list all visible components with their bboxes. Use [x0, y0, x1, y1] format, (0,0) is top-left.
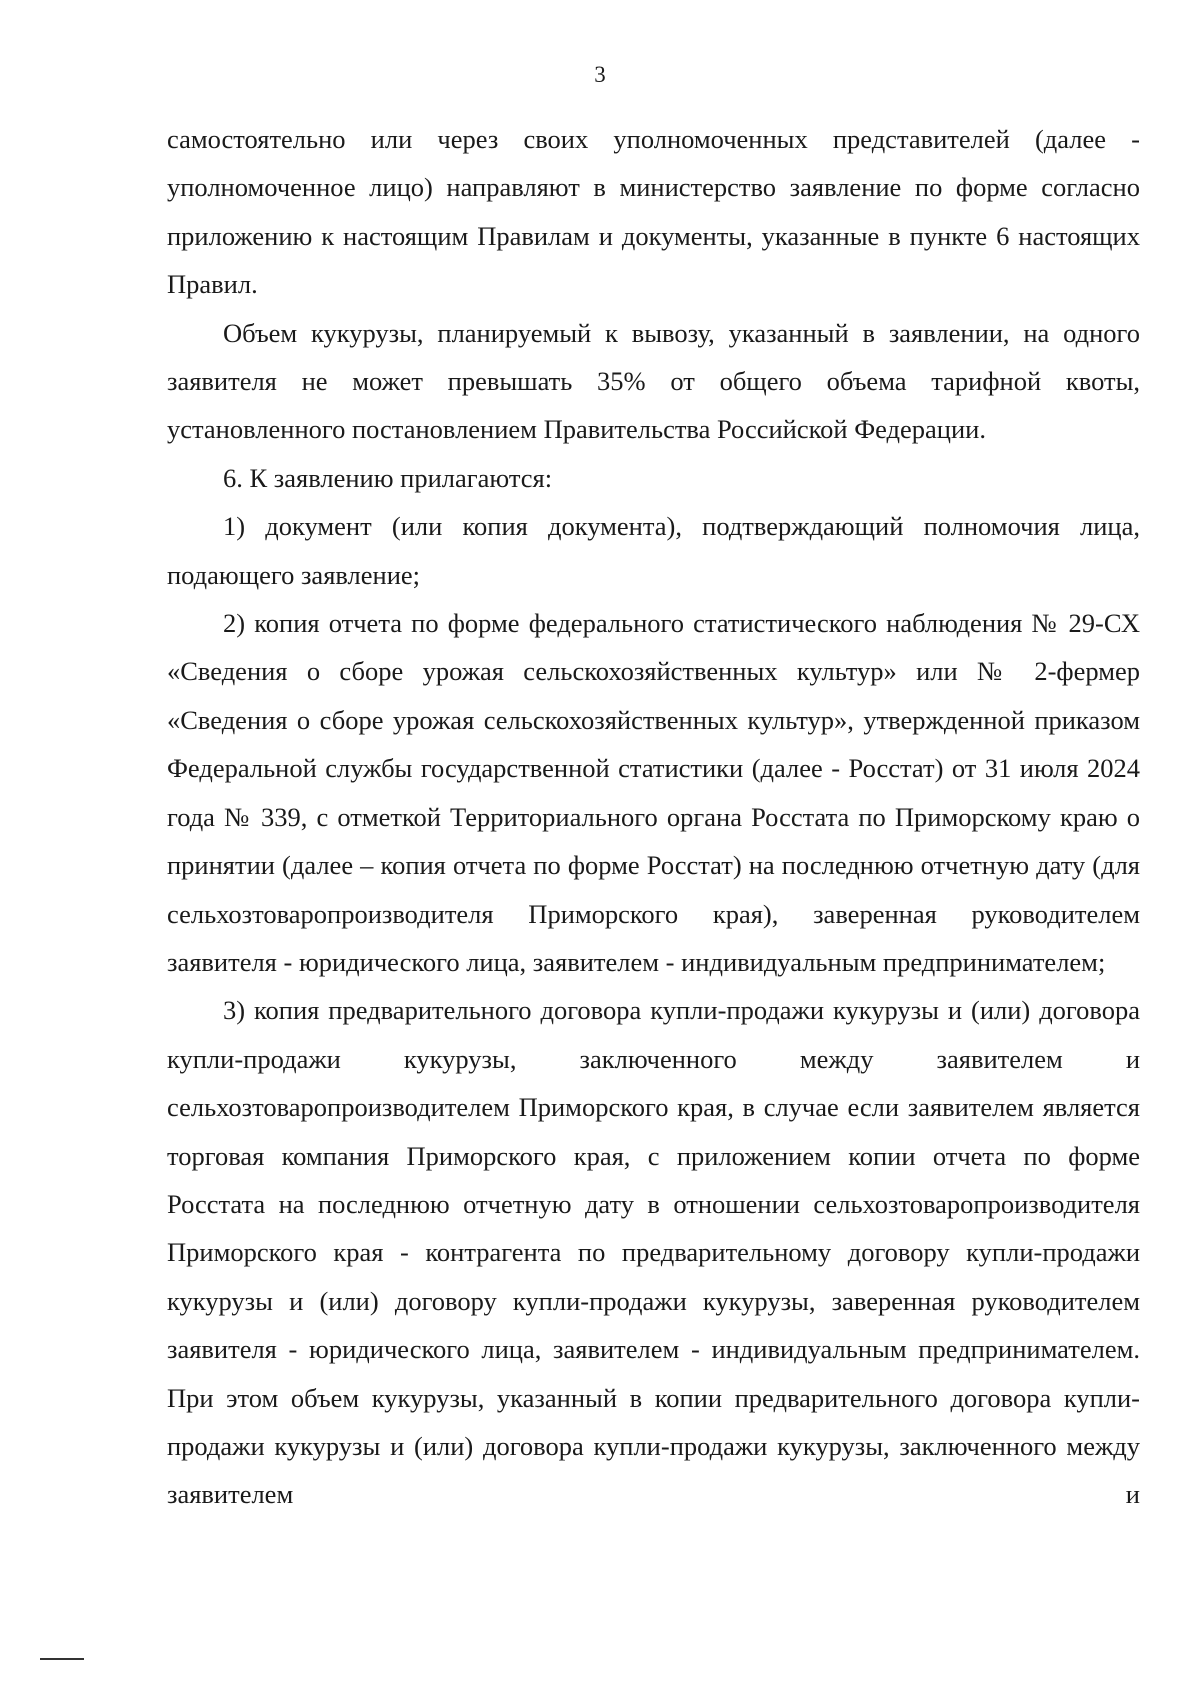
- paragraph-continuation: самостоятельно или через своих уполномоченных представителей (далее - уполномоченное лицо) направляют в министерство заявление по форме согласно приложению к настоящим Правилам и документы, указанные в пункте 6 настоящих Правил.: [167, 124, 1140, 300]
- scan-margin-mark: [40, 1658, 84, 1660]
- paragraph-corn-volume-limit: Объем кукурузы, планируемый к вывозу, указанный в заявлении, на одного заявителя не может превышать 35% от общего объема тарифной квоты, установленного постановлением Правительства Российской Федерации.: [167, 317, 1140, 445]
- paragraph-subitem-3: 3) копия предварительного договора купли-продажи кукурузы и (или) договора купли-продажи кукурузы, заключенного между заявителем и сельхозтоваропроизводителем Приморского края, в случае если заявителем является торговая компания Приморского края, с приложением копии отчета по форме Росстата на последнюю отчетную дату в отношении сельхозтоваропроизводителя Приморского края - контрагента по предварительному договору купли-продажи кукурузы и (или) договору купли-продажи кукурузы, заверенная руководителем заявителя - юридического лица, заявителем - индивидуальным предпринимателем. При этом объем кукурузы, указанный в копии предварительного договора купли-продажи кукурузы и (или) договора купли-продажи кукурузы, заключенного между заявителем и: [167, 995, 1140, 1510]
- paragraph-subitem-2: 2) копия отчета по форме федерального статистического наблюдения № 29-СХ «Сведения о сборе урожая сельскохозяйственных культур» или № 2-фермер «Сведения о сборе урожая сельскохозяйственных культур», утвержденной приказом Федеральной службы государственной статистики (далее - Росстат) от 31 июля 2024 года № 339, с отметкой Территориального органа Росстата по Приморскому краю о принятии (далее – копия отчета по форме Росстат) на последнюю отчетную дату (для сельхозтоваропроизводителя Приморского края), заверенная руководителем заявителя - юридического лица, заявителем - индивидуальным предпринимателем;: [167, 608, 1140, 977]
- page-number: 3: [594, 62, 606, 87]
- paragraph-item-6-heading: 6. К заявлению прилагаются:: [223, 462, 553, 493]
- paragraph-subitem-1: 1) документ (или копия документа), подтверждающий полномочия лица, подающего заявление;: [167, 511, 1140, 590]
- document-body: [167, 115, 1140, 1519]
